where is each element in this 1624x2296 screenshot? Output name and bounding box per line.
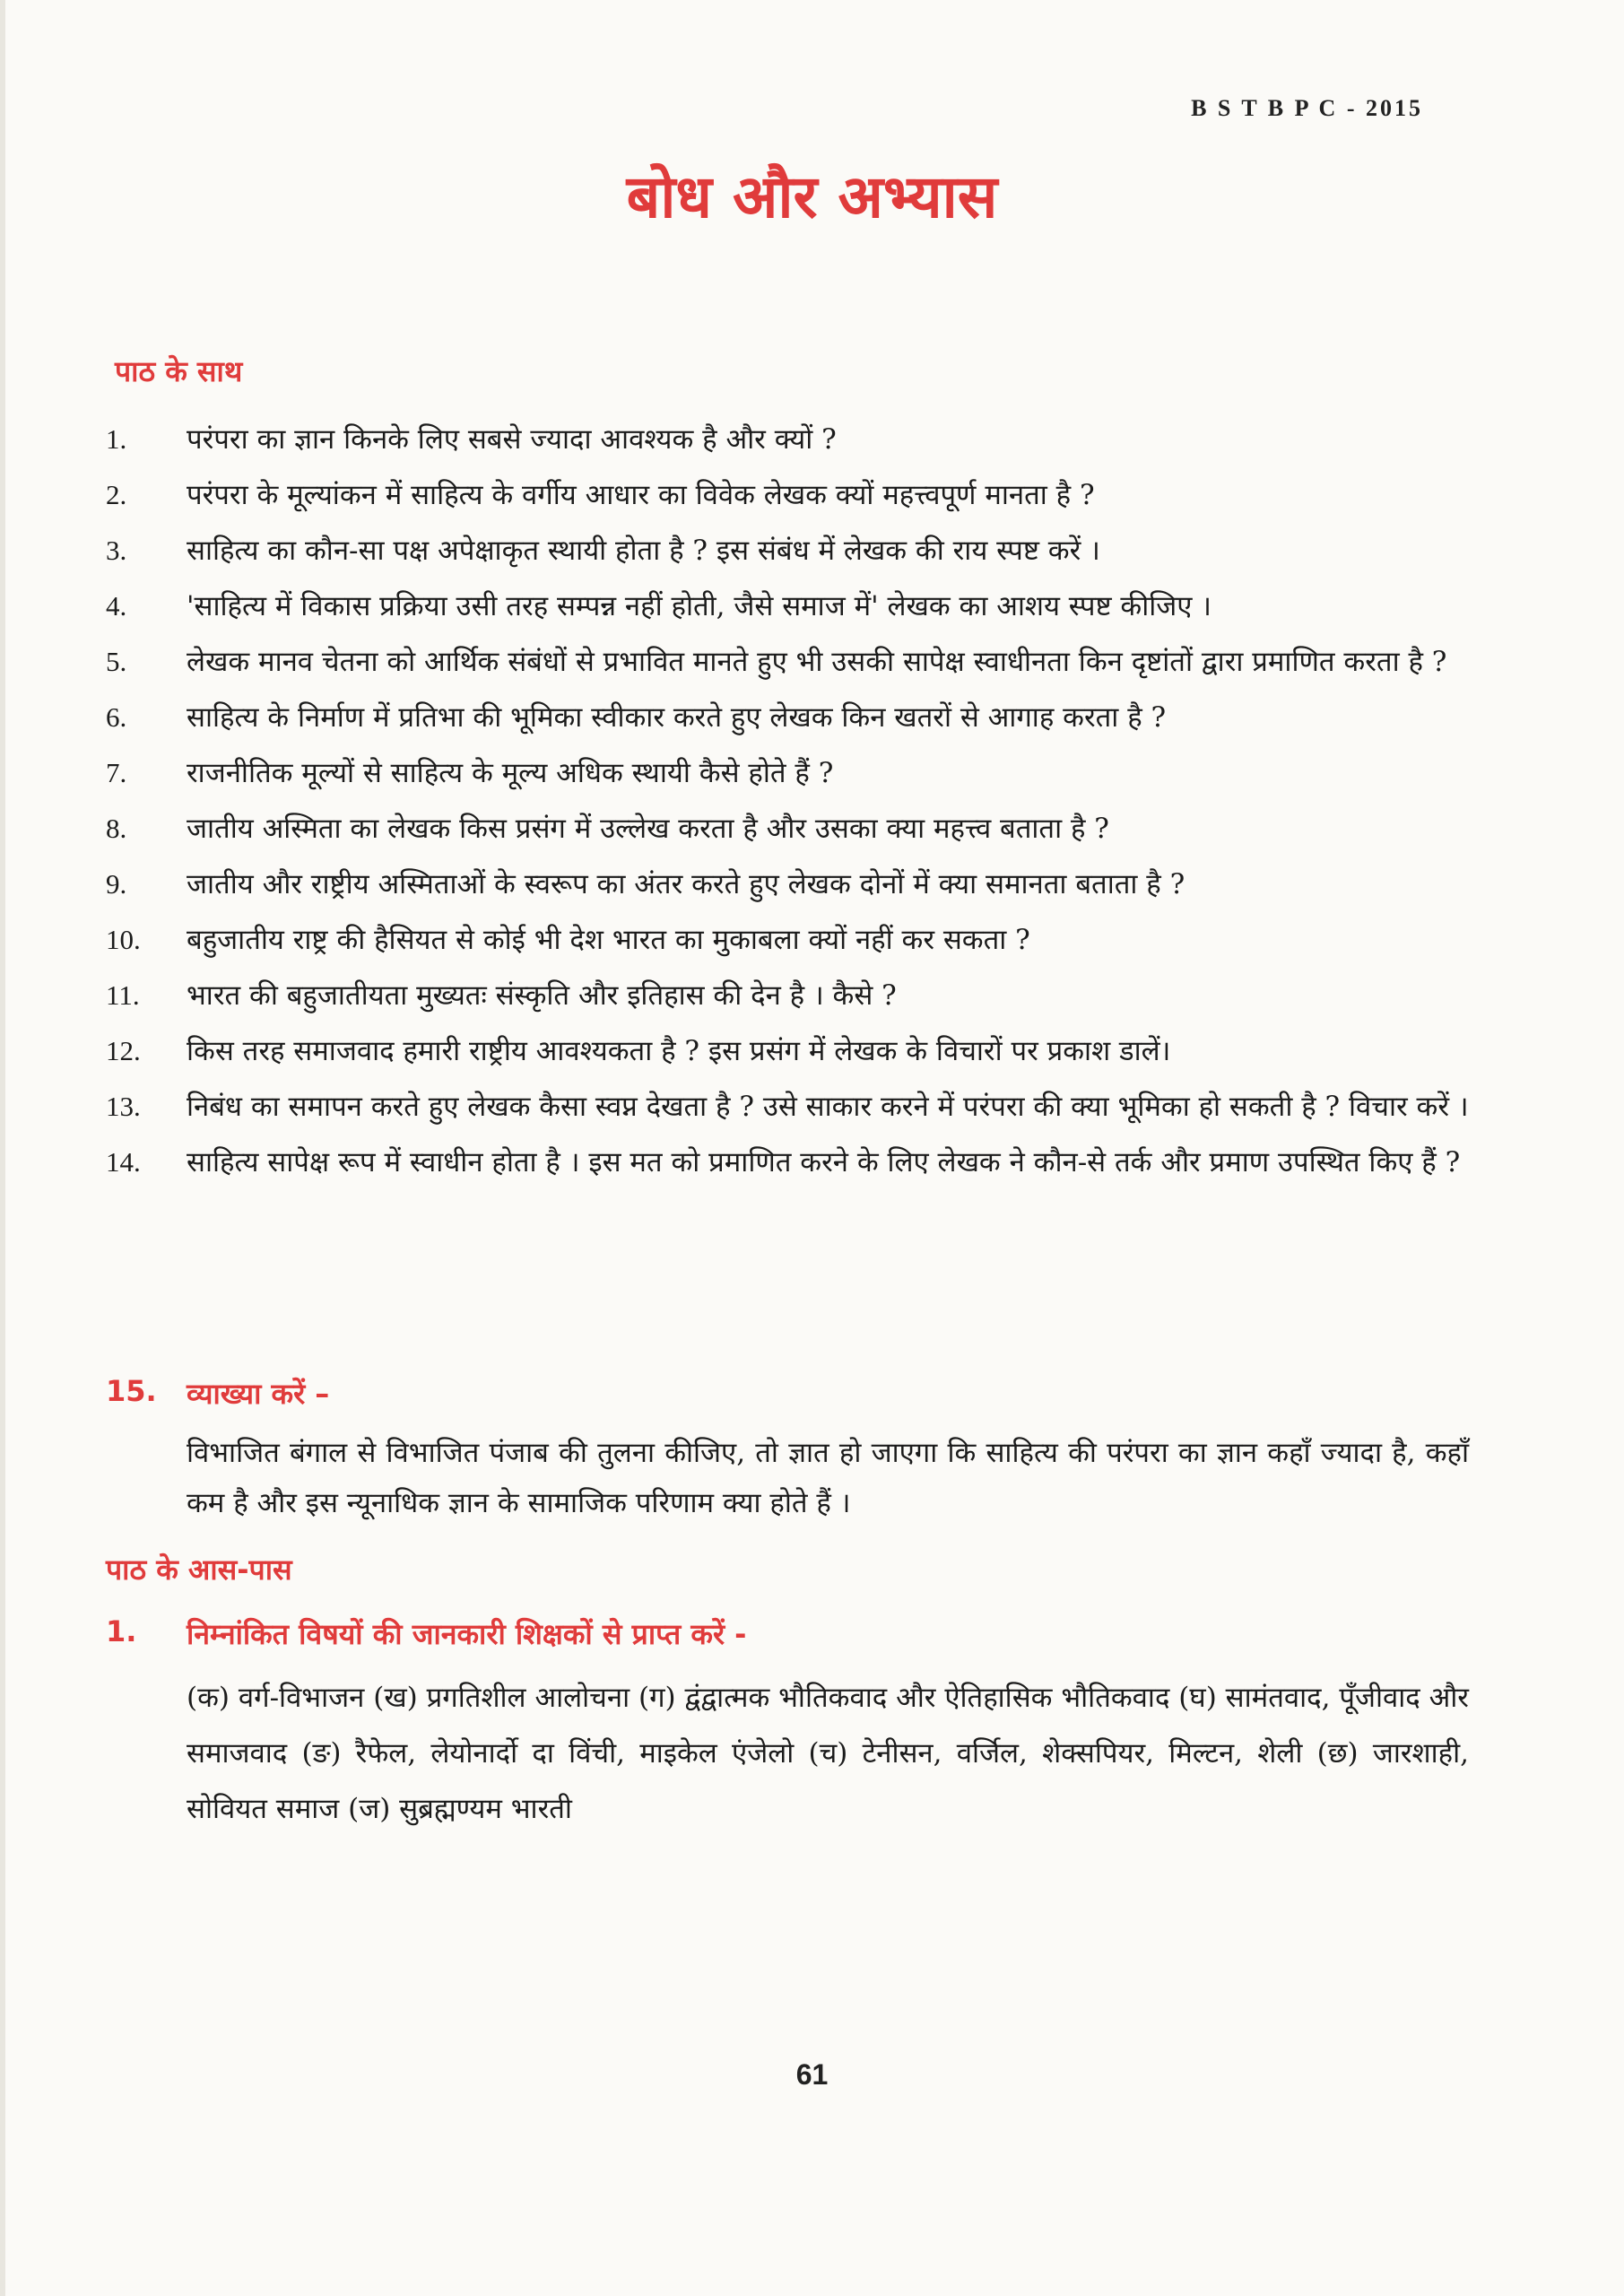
question-number: 10. (106, 924, 141, 955)
explain-heading (106, 1374, 329, 1413)
explain-title: व्याख्या करें – (187, 1377, 330, 1411)
question-text: परंपरा का ज्ञान किनके लिए सबसे ज्यादा आवश्यक है और क्यों ? (187, 423, 837, 456)
question-number: 11. (106, 979, 140, 1011)
question-number: 14. (106, 1146, 141, 1178)
around-item-heading (106, 1614, 746, 1653)
question-text: राजनीतिक मूल्यों से साहित्य के मूल्य अधिक स्थायी कैसे होते हैं ? (187, 757, 834, 789)
question-text: जातीय और राष्ट्रीय अस्मिताओं के स्वरूप का अंतर करते हुए लेखक दोनों में क्या समानता बताता है ? (187, 868, 1185, 900)
question-item (106, 751, 1469, 796)
question-list (106, 417, 1469, 1196)
explain-number: 15. (106, 1374, 157, 1408)
section-heading-with-text: पाठ के साथ (115, 354, 243, 388)
around-item-title: निम्नांकित विषयों की जानकारी शिक्षकों से प्राप्त करें - (187, 1617, 747, 1651)
question-number: 6. (106, 701, 127, 733)
question-text: बहुजातीय राष्ट्र की हैसियत से कोई भी देश भारत का मुकाबला क्यों नहीं कर सकता ? (187, 924, 1030, 956)
header-code: B S T B P C - 2015 (1191, 95, 1423, 121)
question-number: 7. (106, 757, 127, 788)
question-item (106, 1084, 1469, 1129)
question-text: लेखक मानव चेतना को आर्थिक संबंधों से प्रभावित मानते हुए भी उसकी सापेक्ष स्वाधीनता किन दृष्टांतों द्वारा प्रमाणित करता है ? (187, 646, 1447, 678)
question-item (106, 1029, 1469, 1074)
question-text: साहित्य सापेक्ष रूप में स्वाधीन होता है । इस मत को प्रमाणित करने के लिए लेखक ने कौन-से तर्क और प्रमाण उपस्थित किए हैं ? (187, 1146, 1461, 1178)
question-item (106, 695, 1469, 740)
question-text: जातीय अस्मिता का लेखक किस प्रसंग में उल्लेख करता है और उसका क्या महत्त्व बताता है ? (187, 813, 1109, 845)
section-heading-around-text: पाठ के आस-पास (106, 1552, 292, 1587)
page-edge-shadow (0, 0, 5, 2296)
question-number: 1. (106, 423, 127, 455)
page-number: 61 (795, 2058, 829, 2091)
question-number: 4. (106, 590, 127, 622)
question-item (106, 806, 1469, 851)
question-text: परंपरा के मूल्यांकन में साहित्य के वर्गीय आधार का विवेक लेखक क्यों महत्त्वपूर्ण मानता है ? (187, 479, 1095, 511)
question-item (106, 973, 1469, 1018)
topics-list: (क) वर्ग-विभाजन (ख) प्रगतिशील आलोचना (ग) द्वंद्वात्मक भौतिकवाद और ऐतिहासिक भौतिकवाद (घ) सामंतवाद, पूँजीवाद और समाजवाद (ङ) रैफेल, लेयोनार्दो दा विंची, माइकेल एंजेलो (च) टेनीसन, वर्जिल, शेक्सपियर, मिल्टन, शेली (छ) जारशाही, सोवियत समाज (ज) सुब्रह्मण्यम भारती (187, 1682, 1469, 1825)
question-number: 9. (106, 868, 127, 900)
question-item (106, 473, 1469, 517)
question-number: 13. (106, 1091, 141, 1122)
question-item (106, 639, 1469, 684)
question-text: किस तरह समाजवाद हमारी राष्ट्रीय आवश्यकता है ? इस प्रसंग में लेखक के विचारों पर प्रकाश डालें। (187, 1035, 1171, 1067)
page-title: बोध और अभ्यास (626, 162, 998, 231)
question-text: 'साहित्य में विकास प्रक्रिया उसी तरह सम्पन्न नहीं होती, जैसे समाज में' लेखक का आशय स्पष्ट कीजिए । (187, 590, 1212, 622)
question-number: 3. (106, 535, 127, 566)
question-text: साहित्य के निर्माण में प्रतिभा की भूमिका स्वीकार करते हुए लेखक किन खतरों से आगाह करता है ? (187, 701, 1167, 734)
question-number: 2. (106, 479, 127, 510)
question-item (106, 862, 1469, 907)
question-text: भारत की बहुजातीयता मुख्यतः संस्कृति और इतिहास की देन है । कैसे ? (187, 979, 897, 1012)
question-text: निबंध का समापन करते हुए लेखक कैसा स्वप्न देखता है ? उसे साकार करने में परंपरा की क्या भूमिका हो सकती है ? विचार करें । (187, 1091, 1469, 1123)
question-text: साहित्य का कौन-सा पक्ष अपेक्षाकृत स्थायी होता है ? इस संबंध में लेखक की राय स्पष्ट करें । (187, 535, 1100, 567)
question-number: 8. (106, 813, 127, 844)
explain-passage: विभाजित बंगाल से विभाजित पंजाब की तुलना कीजिए, तो ज्ञात हो जाएगा कि साहित्य की परंपरा का ज्ञान कहाँ ज्यादा है, कहाँ कम है और इस न्यूनाधिक ज्ञान के सामाजिक परिणाम क्या होते हैं । (187, 1437, 1469, 1519)
question-item (106, 417, 1469, 462)
question-item (106, 1140, 1469, 1185)
around-item-number: 1. (106, 1614, 137, 1648)
question-item (106, 584, 1469, 629)
question-number: 12. (106, 1035, 141, 1066)
question-item (106, 918, 1469, 962)
question-item (106, 528, 1469, 573)
question-number: 5. (106, 646, 127, 677)
